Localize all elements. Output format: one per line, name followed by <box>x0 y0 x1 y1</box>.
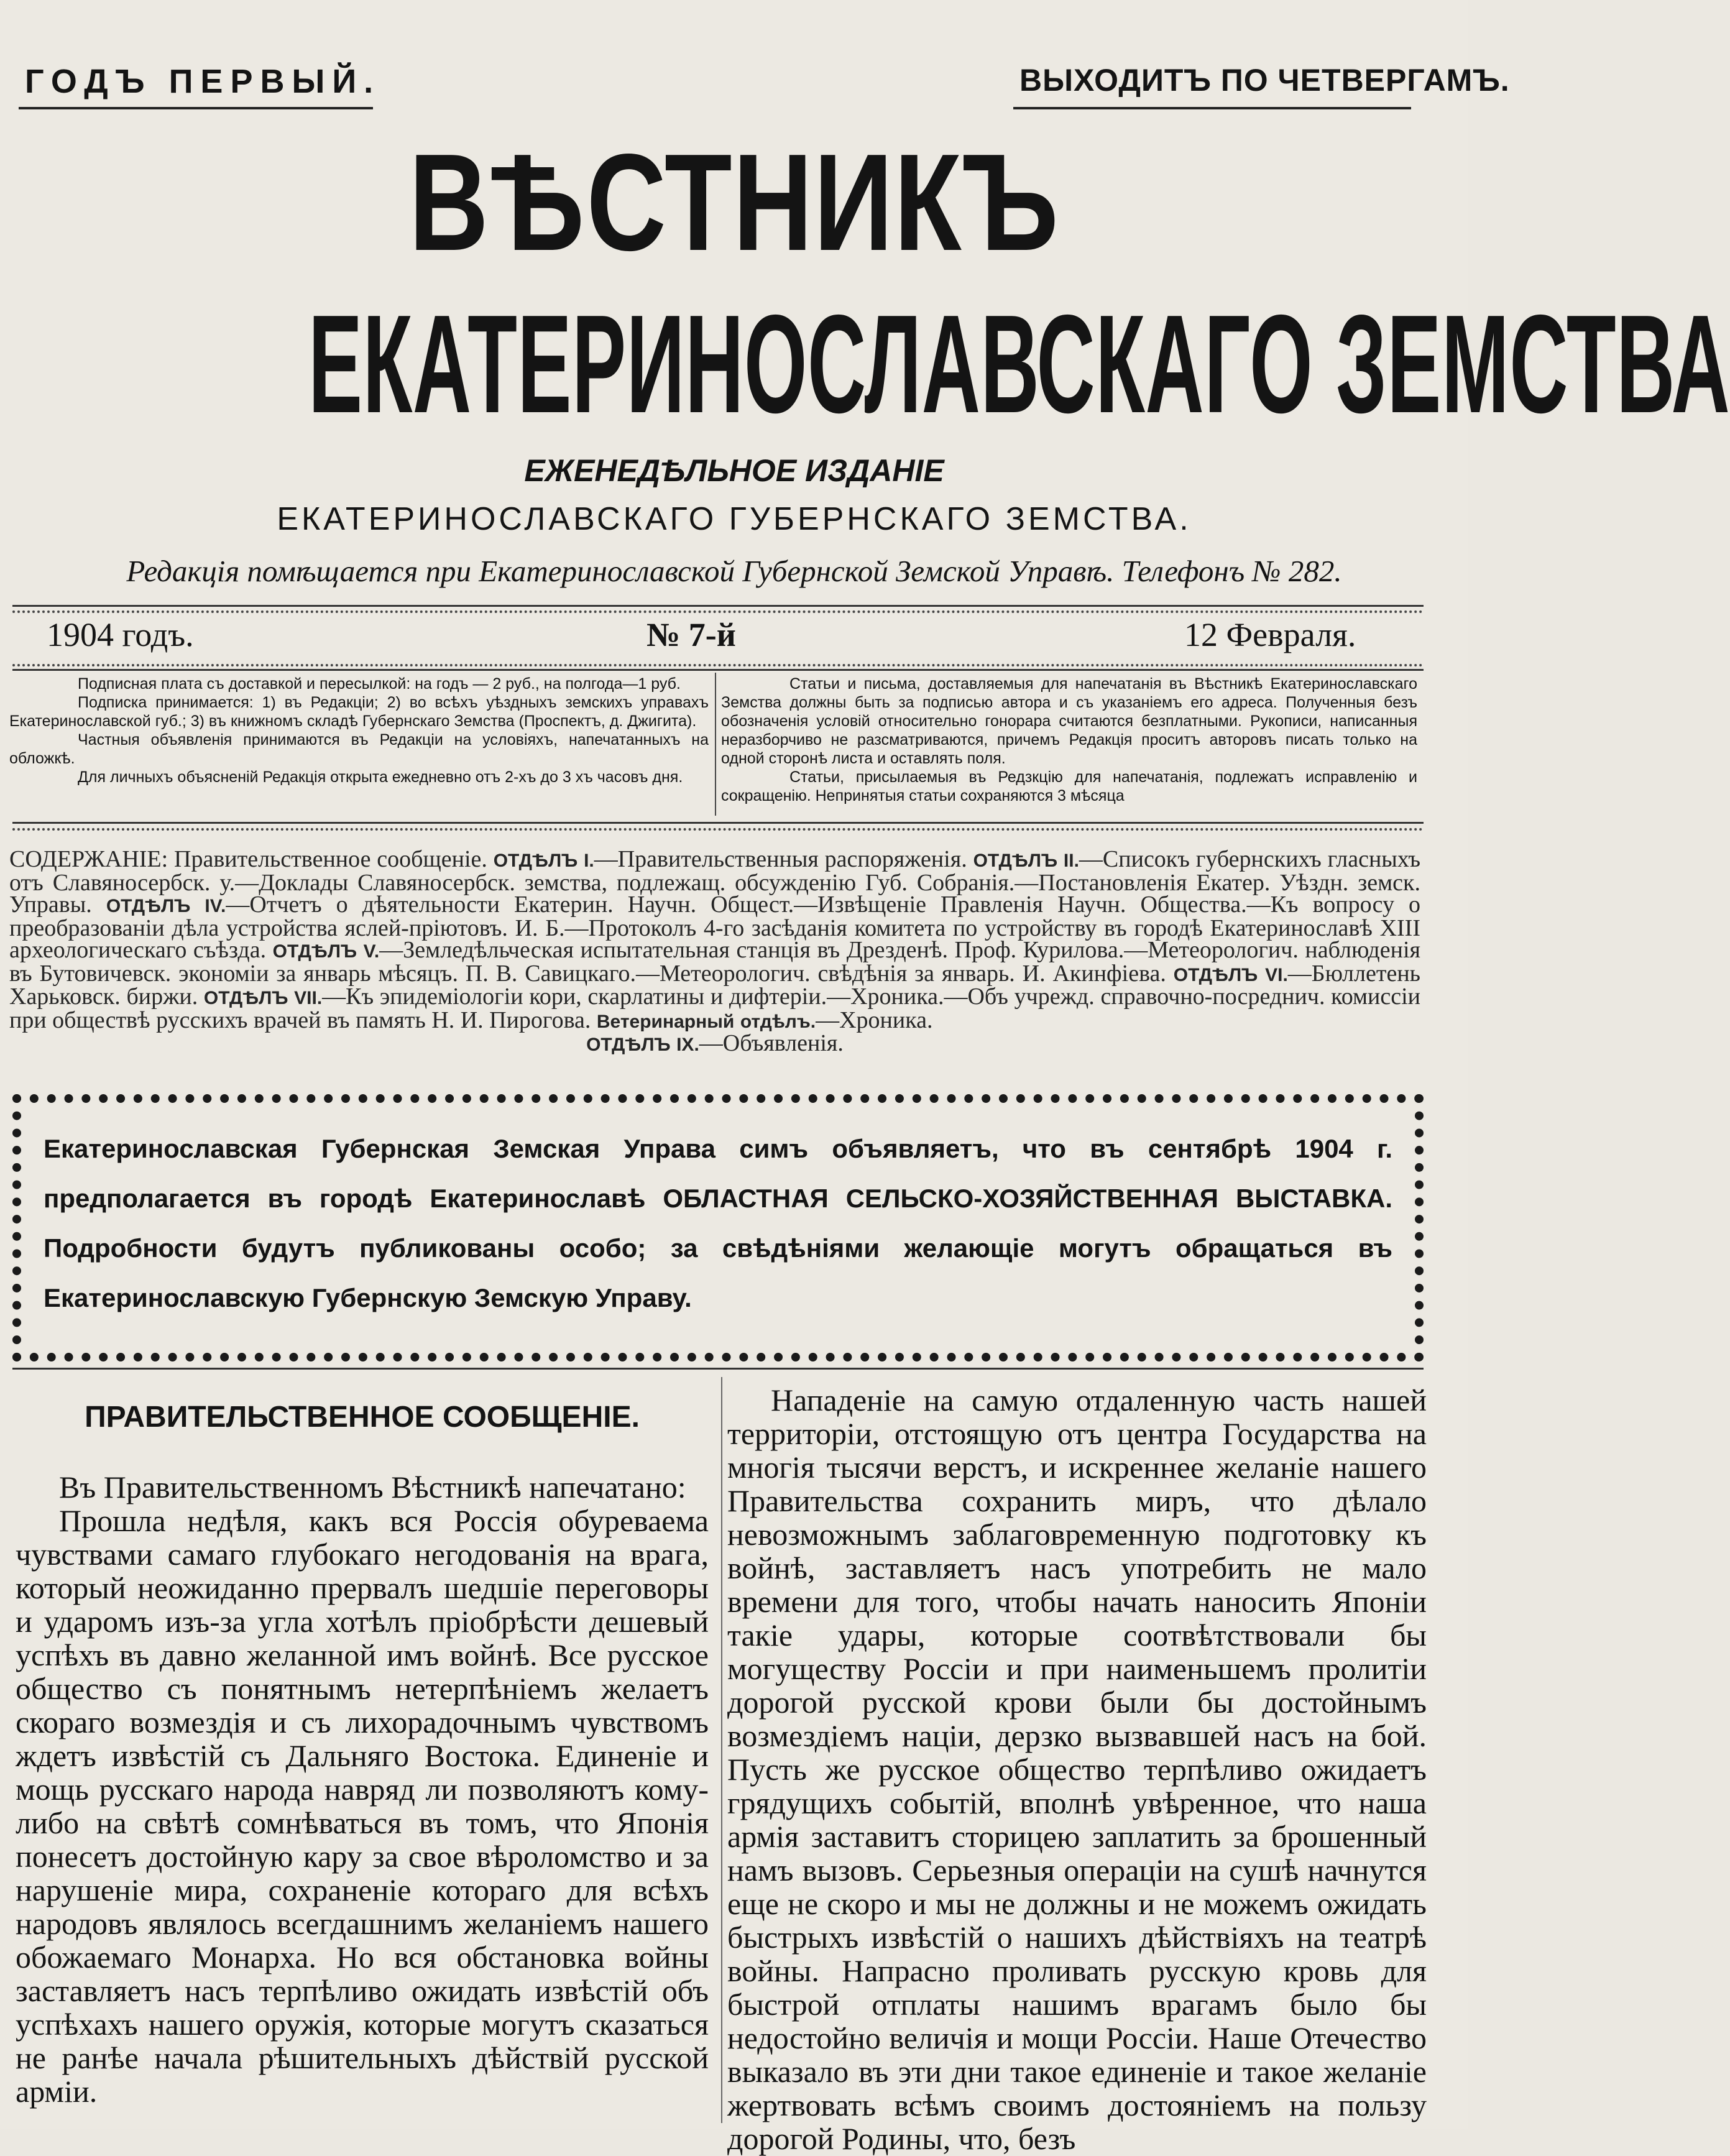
submission-info <box>721 675 1417 805</box>
year-label: ГОДЪ ПЕРВЫЙ. <box>25 63 381 100</box>
rule-article-top <box>12 1368 1424 1370</box>
masthead-subtitle: ЕЖЕНЕДѢЛЬНОЕ ИЗДАНІЕ <box>524 453 944 488</box>
schedule-underline <box>1013 107 1411 109</box>
contents-body: СОДЕРЖАНІЕ: Правительственное сообщеніе. ОТДѢЛЪ I.—Правительственныя распоряженія. ОТДѢЛЪ II.—Списокъ губернскихъ гласныхъ отъ Славяносербск. у.—Доклады Славяносербск. земства, подлежащ. обсужденію Губ. Собранія.—Постановленія Екатер. Уѣздн. земск. Управы. ОТДѢЛЪ IV.—Отчетъ о дѣятельности Екатерин. Научн. Общест.—Извѣщеніе Правленія Научн. Общества.—Къ вопросу о преобразованіи дѣла устройства яслей-пріютовъ. И. Б.—Протоколъ 4-го засѣданія комитета по устройству въ городѣ Екатеринославѣ XIII археологическаго съѣзда. ОТДѢЛЪ V.—Земледѣльческая испытательная станція въ Дрезденѣ. Проф. Курилова.—Метеорологич. наблюденія въ Бутовичевск. экономіи за январь мѣсяцъ. П. В. Савицкаго.—Метеорологич. свѣдѣнія за январь. И. Акинфіева. ОТДѢЛЪ VI.—Бюллетень Харьковск. биржи. ОТДѢЛЪ VII.—Къ эпидеміологіи кори, скарлатины и дифтеріи.—Хроника.—Объ учрежд. справочно-посреднич. комиссіи при обществѣ русскихъ врачей въ память Н. И. Пирогова. Ветеринарный отдѣлъ.—Хроника. <box>9 846 1421 1033</box>
contents-label: СОДЕРЖАНІЕ: <box>9 846 168 872</box>
info-paragraph: Для личныхъ объясненій Редакція открыта ежедневно отъ 2-хъ до 3 хъ часовъ дня. <box>78 768 683 786</box>
article-column-left <box>16 1383 709 2108</box>
article-column-right <box>727 1383 1427 2155</box>
notice-line: Екатеринославская Губернская Земская Управа симъ объявляетъ, что въ сентябрѣ 1904 г. <box>44 1134 1392 1163</box>
schedule-label: ВЫХОДИТЪ ПО ЧЕТВЕРГАМЪ. <box>1019 63 1510 98</box>
rule-issue <box>12 669 1424 671</box>
info-paragraph: Подписная плата съ доставкой и пересылкой: на годъ — 2 руб., на полгода—1 руб. <box>78 675 681 693</box>
rule-contents-top <box>12 822 1424 824</box>
info-paragraph: Частныя объявленія принимаются въ Редакціи на условіяхъ, напечатанныхъ на обложкѣ. <box>9 731 709 767</box>
info-divider <box>715 673 716 816</box>
info-paragraph: Подписка принимается: 1) въ Редакціи; 2) во всѣхъ уѣздныхъ земскихъ управахъ Екатеринославской губ.; 3) въ книжномъ складѣ Губернскаго Земства (Проспектъ, д. Джигита). <box>9 694 709 730</box>
article-heading: ПРАВИТЕЛЬСТВЕННОЕ СООБЩЕНІЕ. <box>85 1401 640 1434</box>
notice-line: предполагается въ городѣ Екатеринославѣ ОБЛАСТНАЯ СЕЛЬСКО-ХОЗЯЙСТВЕННАЯ ВЫСТАВКА. <box>44 1184 1392 1213</box>
contents-last-line: ОТДѢЛЪ IX.—Объявленія. <box>586 1030 844 1056</box>
masthead-title-line2: ЕКАТЕРИНОСЛАВСКАГО ЗЕМСТВА <box>308 285 1730 442</box>
masthead-editorial: Редакція помѣщается при Екатеринославской Губернской Земской Управѣ. Телефонъ № 282. <box>126 554 1342 588</box>
notice-line: Екатеринославскую Губернскую Земскую Управу. <box>44 1283 692 1312</box>
notice-line: Подробности будутъ публикованы особо; за свѣдѣніями желающіе могутъ обращаться въ <box>44 1233 1392 1263</box>
rule-top <box>12 605 1424 607</box>
issue-year: 1904 годъ. <box>47 616 194 653</box>
article-paragraph: Прошла недѣля, какъ вся Россія обуреваема чувствами самаго глубокаго негодованія на врага, который неожиданно прервалъ шедшіе переговоры и ударомъ изъ-за угла хотѣлъ пріобрѣсти дешевый успѣхъ въ давно желанной имъ войнѣ. Все русское общество съ понятнымъ нетерпѣніемъ желаетъ скораго возмездія и съ лихорадочнымъ чувствомъ ждетъ извѣстій съ Дальняго Востока. Единеніе и мощь русскаго народа навряд ли позволяютъ кому-либо на свѣтѣ сомнѣваться въ томъ, что Японія понесетъ достойную кару за свое вѣроломство и за нарушеніе мира, сохраненіе котораго для всѣхъ народовъ являлось всегдашнимъ желаніемъ нашего обожаемаго Монарха. Но вся обстановка войны заставляетъ насъ терпѣливо ожидать извѣстій объ успѣхахъ нашего оружія, которые могутъ сказаться не ранѣе начала рѣшительныхъ дѣйствій русской арміи. <box>16 1503 709 2109</box>
article-paragraph: Нападеніе на самую отдаленную часть нашей территоріи, отстоящую отъ центра Государства на многія тысячи верстъ, и искреннее желаніе нашего Правительства сохранить миръ, что дѣлало невозможнымъ заблаговременную подготовку къ войнѣ, заставляетъ насъ употребить не мало времени для того, чтобы начать наносить Японіи такіе удары, которые соотвѣтствовали бы могуществу Россіи и при наименьшемъ пролитіи дорогой русской крови были бы достойнымъ возмездіемъ націи, дерзко вызвавшей насъ на бой. Пусть же русское общество терпѣливо ожидаетъ грядущихъ событій, вполнѣ увѣренное, что наша армія заставитъ сторицею заплатить за брошенный намъ вызовъ. Серьезныя операціи на сушѣ начнутся еще не скоро и мы не должны и не можемъ ожидать быстрыхъ извѣстій о нашихъ дѣйствіяхъ на театрѣ войны. Напрасно проливать русскую кровь для быстрой отплаты нашимъ врагамъ было бы недостойно величія и мощи Россіи. Наше Отечество выказало въ эти дни такое единеніе и такое желаніе жертвовать всѣмъ своимъ достояніемъ на пользу дорогой Родины, что, безъ <box>727 1383 1427 2156</box>
issue-number: № 7-й <box>646 616 736 653</box>
info-paragraph: Статьи, присылаемыя въ Редзкцію для напечатанія, подлежатъ исправленію и сокращенію. Непринятыя статьи сохраняются 3 мѣсяца <box>721 768 1417 804</box>
rule-top-dotted <box>12 610 1424 613</box>
article-paragraph: Въ Правительственномъ Вѣстникѣ напечатано: <box>59 1470 686 1504</box>
exhibition-notice <box>44 1124 1392 1323</box>
masthead-title-line1: ВѢСТНИКЪ <box>408 126 1060 280</box>
info-paragraph: Статьи и письма, доставляемыя для напечатанія въ Вѣстникѣ Екатеринославскаго Земства должны быть за подписью автора и съ указаніемъ его адреса. Полученныя безъ обозначенія условій относительно гонорара считаются безплатными. Рукописи, написанныя неразборчиво не разсматриваются, причемъ Редакція проситъ авторовъ писать только на одной сторонѣ листа и оставлять поля. <box>721 675 1417 767</box>
masthead-publisher: ЕКАТЕРИНОСЛАВСКАГО ГУБЕРНСКАГО ЗЕМСТВА. <box>277 501 1192 537</box>
year-label-underline <box>19 107 373 109</box>
subscription-info <box>9 675 709 786</box>
issue-date: 12 Февраля. <box>1184 616 1356 653</box>
rule-issue-dotted <box>12 664 1424 666</box>
rule-contents-dotted <box>12 828 1424 831</box>
table-of-contents <box>9 846 1421 1056</box>
column-divider <box>721 1377 722 2123</box>
